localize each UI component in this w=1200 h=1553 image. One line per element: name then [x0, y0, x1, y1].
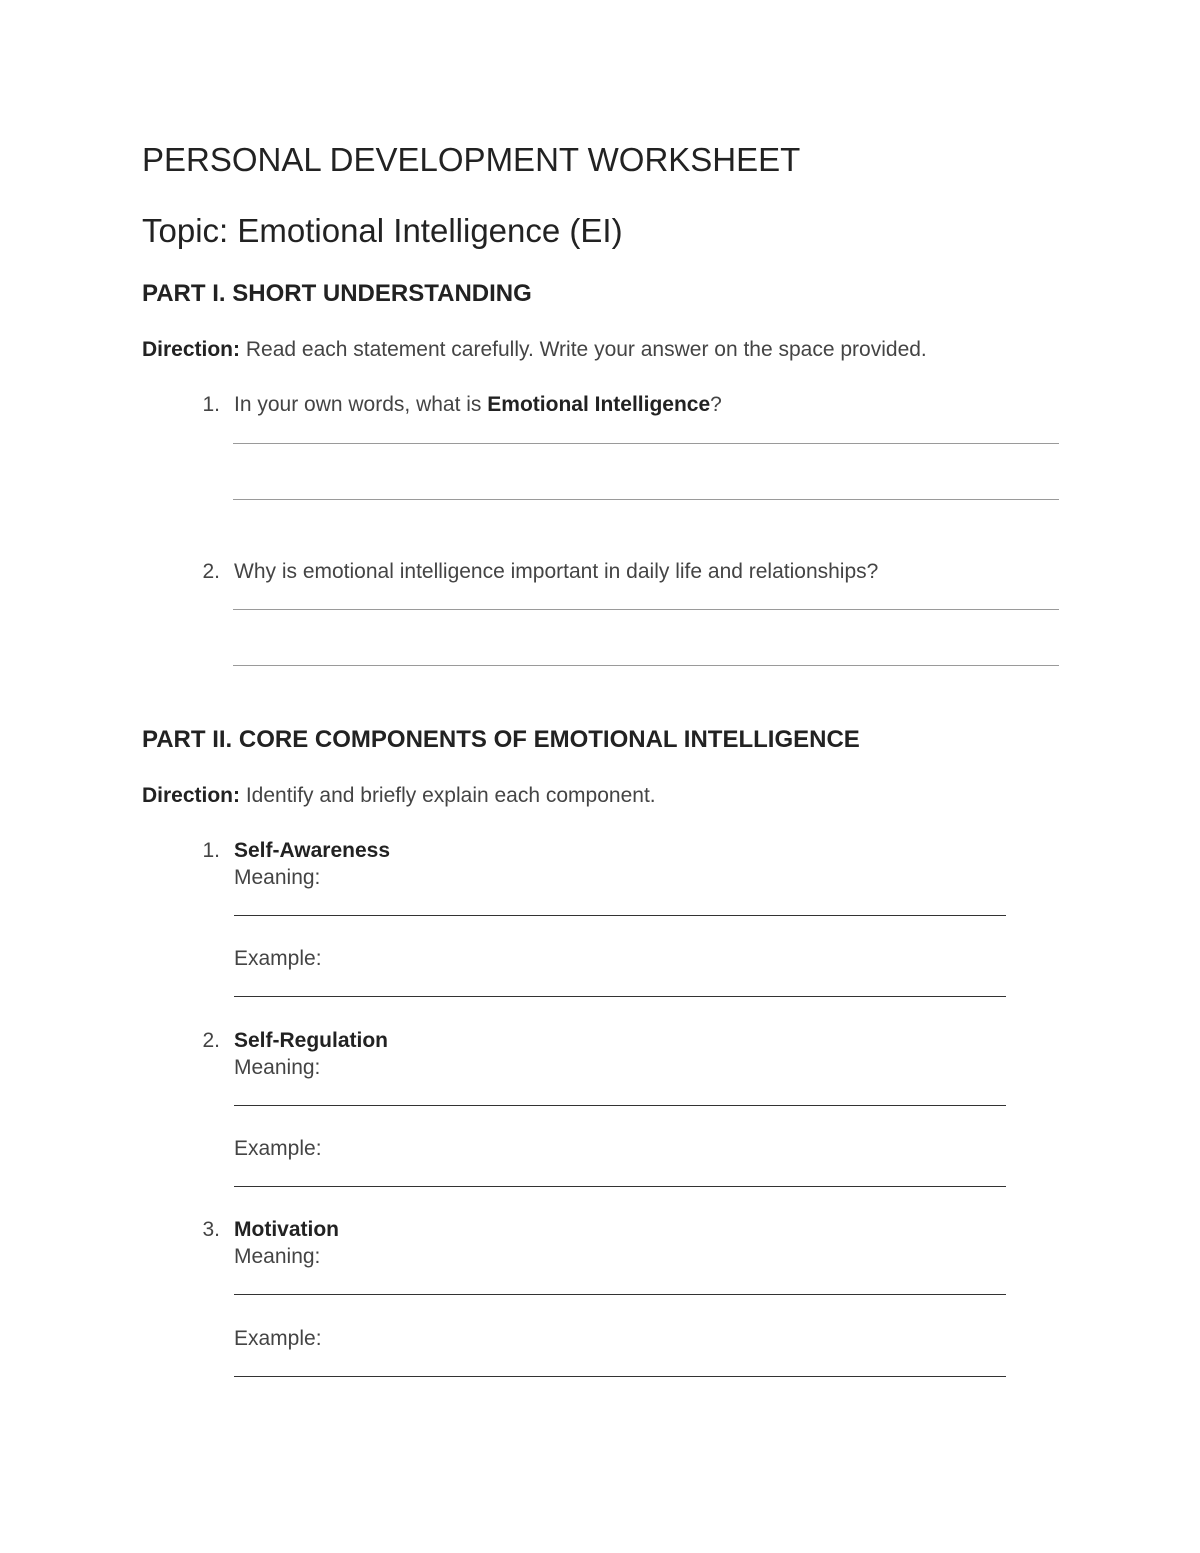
part-1-heading: PART I. SHORT UNDERSTANDING [142, 280, 532, 307]
question-number: 1. [202, 393, 220, 416]
worksheet-title: PERSONAL DEVELOPMENT WORKSHEET [142, 141, 801, 178]
example-label: Example: [234, 1327, 322, 1350]
meaning-label: Meaning: [234, 1056, 321, 1079]
example-answer-line[interactable] [234, 996, 1006, 997]
component-number: 2. [202, 1029, 220, 1052]
question-number: 2. [202, 560, 220, 583]
meaning-label: Meaning: [234, 866, 321, 889]
question-1-text [234, 391, 722, 419]
part-1-direction [142, 336, 927, 364]
meaning-answer-line[interactable] [234, 1105, 1006, 1106]
question-2-text: Why is emotional intelligence important in daily life and relationships? [234, 560, 879, 583]
component-number: 1. [202, 839, 220, 862]
answer-line[interactable] [233, 443, 1059, 444]
direction-text: Read each statement carefully. Write your answer on the space provided. [240, 338, 927, 361]
answer-line[interactable] [233, 609, 1059, 610]
answer-line[interactable] [233, 665, 1059, 666]
example-label: Example: [234, 947, 322, 970]
question-text-end: ? [710, 393, 722, 416]
example-answer-line[interactable] [234, 1376, 1006, 1377]
example-answer-line[interactable] [234, 1186, 1006, 1187]
meaning-answer-line[interactable] [234, 915, 1006, 916]
meaning-label: Meaning: [234, 1245, 321, 1268]
component-number: 3. [202, 1218, 220, 1241]
meaning-answer-line[interactable] [234, 1294, 1006, 1295]
direction-label: Direction: [142, 784, 241, 807]
topic-heading: Topic: Emotional Intelligence (EI) [142, 212, 623, 249]
example-label: Example: [234, 1137, 322, 1160]
component-name: Self-Awareness [234, 839, 391, 862]
component-name: Motivation [234, 1218, 339, 1241]
direction-text: Identify and briefly explain each component. [240, 784, 656, 807]
component-name: Self-Regulation [234, 1029, 389, 1052]
question-emphasis: Emotional Intelligence [487, 393, 711, 416]
part-2-direction [142, 782, 656, 810]
answer-line[interactable] [233, 499, 1059, 500]
direction-label: Direction: [142, 338, 241, 361]
question-text: In your own words, what is [234, 393, 488, 416]
part-2-heading: PART II. CORE COMPONENTS OF EMOTIONAL INTELLIGENCE [142, 726, 860, 753]
